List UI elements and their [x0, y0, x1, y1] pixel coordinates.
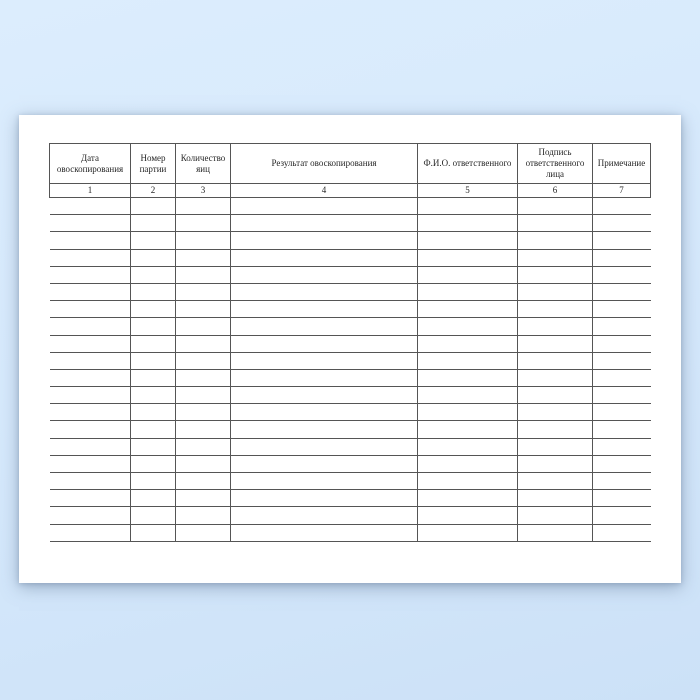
- empty-cell: [50, 266, 131, 283]
- column-number: 4: [231, 184, 418, 198]
- empty-cell: [131, 507, 176, 524]
- empty-cell: [418, 438, 518, 455]
- empty-cell: [593, 249, 651, 266]
- empty-cell: [518, 473, 593, 490]
- empty-cell: [131, 490, 176, 507]
- empty-cell: [50, 369, 131, 386]
- empty-cell: [176, 266, 231, 283]
- empty-cell: [593, 473, 651, 490]
- empty-cell: [231, 524, 418, 541]
- empty-cell: [418, 421, 518, 438]
- column-number: 7: [593, 184, 651, 198]
- column-number: 5: [418, 184, 518, 198]
- table-row: [50, 404, 651, 421]
- empty-cell: [418, 404, 518, 421]
- empty-cell: [50, 387, 131, 404]
- empty-cell: [518, 438, 593, 455]
- empty-cell: [593, 455, 651, 472]
- empty-cell: [50, 404, 131, 421]
- empty-cell: [518, 266, 593, 283]
- empty-cell: [418, 524, 518, 541]
- empty-cell: [231, 335, 418, 352]
- empty-cell: [418, 249, 518, 266]
- empty-cell: [231, 283, 418, 300]
- empty-cell: [131, 232, 176, 249]
- empty-cell: [231, 352, 418, 369]
- empty-cell: [593, 387, 651, 404]
- col-header-batch-number: Номер партии: [131, 144, 176, 184]
- empty-cell: [231, 507, 418, 524]
- empty-cell: [176, 438, 231, 455]
- empty-cell: [518, 455, 593, 472]
- col-header-egg-quantity: Количество яиц: [176, 144, 231, 184]
- table-row: [50, 283, 651, 300]
- empty-cell: [50, 335, 131, 352]
- empty-cell: [176, 421, 231, 438]
- table-row: [50, 198, 651, 215]
- empty-cell: [131, 318, 176, 335]
- empty-cell: [518, 421, 593, 438]
- empty-cell: [418, 335, 518, 352]
- empty-cell: [518, 249, 593, 266]
- empty-cell: [518, 318, 593, 335]
- empty-cell: [231, 266, 418, 283]
- empty-cell: [593, 524, 651, 541]
- col-header-responsible-name: Ф.И.О. ответственного: [418, 144, 518, 184]
- table-row: [50, 507, 651, 524]
- empty-cell: [50, 249, 131, 266]
- empty-cell: [50, 215, 131, 232]
- empty-cell: [418, 490, 518, 507]
- table-row: [50, 215, 651, 232]
- table-body: [50, 198, 651, 542]
- empty-cell: [176, 369, 231, 386]
- table-row: [50, 369, 651, 386]
- empty-cell: [131, 352, 176, 369]
- empty-cell: [131, 387, 176, 404]
- empty-cell: [518, 490, 593, 507]
- table-row: [50, 490, 651, 507]
- empty-cell: [50, 490, 131, 507]
- empty-cell: [176, 507, 231, 524]
- empty-cell: [593, 318, 651, 335]
- empty-cell: [176, 524, 231, 541]
- empty-cell: [176, 283, 231, 300]
- empty-cell: [131, 421, 176, 438]
- empty-cell: [518, 369, 593, 386]
- col-header-candling-date: Дата овоскопирования: [50, 144, 131, 184]
- empty-cell: [231, 455, 418, 472]
- table-header: [50, 144, 651, 198]
- empty-cell: [518, 352, 593, 369]
- table-row: [50, 524, 651, 541]
- empty-cell: [50, 318, 131, 335]
- table-row: [50, 266, 651, 283]
- empty-cell: [593, 215, 651, 232]
- empty-cell: [593, 301, 651, 318]
- column-number: 2: [131, 184, 176, 198]
- empty-cell: [176, 301, 231, 318]
- empty-cell: [131, 455, 176, 472]
- empty-cell: [593, 266, 651, 283]
- column-number: 3: [176, 184, 231, 198]
- empty-cell: [418, 198, 518, 215]
- col-header-note: Примечание: [593, 144, 651, 184]
- empty-cell: [518, 215, 593, 232]
- empty-cell: [176, 387, 231, 404]
- empty-cell: [518, 507, 593, 524]
- empty-cell: [231, 301, 418, 318]
- empty-cell: [231, 438, 418, 455]
- column-number: 1: [50, 184, 131, 198]
- empty-cell: [518, 387, 593, 404]
- empty-cell: [50, 283, 131, 300]
- table-row: [50, 421, 651, 438]
- empty-cell: [131, 335, 176, 352]
- empty-cell: [418, 507, 518, 524]
- empty-cell: [593, 198, 651, 215]
- empty-cell: [131, 524, 176, 541]
- empty-cell: [518, 404, 593, 421]
- empty-cell: [50, 301, 131, 318]
- empty-cell: [518, 524, 593, 541]
- empty-cell: [231, 215, 418, 232]
- col-header-responsible-signature: Подпись ответственного лица: [518, 144, 593, 184]
- empty-cell: [50, 232, 131, 249]
- table-row: [50, 318, 651, 335]
- empty-cell: [231, 198, 418, 215]
- empty-cell: [418, 215, 518, 232]
- table-row: [50, 232, 651, 249]
- column-number: 6: [518, 184, 593, 198]
- table-row: [50, 455, 651, 472]
- empty-cell: [418, 387, 518, 404]
- table-row: [50, 335, 651, 352]
- empty-cell: [131, 404, 176, 421]
- empty-cell: [176, 490, 231, 507]
- empty-cell: [518, 283, 593, 300]
- empty-cell: [176, 198, 231, 215]
- empty-cell: [231, 369, 418, 386]
- empty-cell: [231, 490, 418, 507]
- empty-cell: [50, 198, 131, 215]
- empty-cell: [593, 421, 651, 438]
- empty-cell: [593, 232, 651, 249]
- empty-cell: [176, 335, 231, 352]
- empty-cell: [231, 249, 418, 266]
- empty-cell: [231, 318, 418, 335]
- empty-cell: [518, 335, 593, 352]
- table-row: [50, 249, 651, 266]
- empty-cell: [176, 318, 231, 335]
- table-row: [50, 301, 651, 318]
- empty-cell: [418, 283, 518, 300]
- empty-cell: [50, 507, 131, 524]
- empty-cell: [131, 266, 176, 283]
- empty-cell: [418, 266, 518, 283]
- table-row: [50, 438, 651, 455]
- empty-cell: [176, 352, 231, 369]
- table-row: [50, 473, 651, 490]
- empty-cell: [593, 335, 651, 352]
- empty-cell: [131, 215, 176, 232]
- empty-cell: [593, 404, 651, 421]
- empty-cell: [418, 369, 518, 386]
- empty-cell: [176, 215, 231, 232]
- empty-cell: [50, 352, 131, 369]
- empty-cell: [231, 404, 418, 421]
- empty-cell: [418, 352, 518, 369]
- table-row: [50, 352, 651, 369]
- empty-cell: [131, 283, 176, 300]
- document-page: [19, 115, 681, 583]
- col-header-candling-result: Результат овоскопирования: [231, 144, 418, 184]
- empty-cell: [231, 421, 418, 438]
- empty-cell: [593, 352, 651, 369]
- table-row: [50, 387, 651, 404]
- empty-cell: [176, 455, 231, 472]
- empty-cell: [518, 232, 593, 249]
- empty-cell: [131, 198, 176, 215]
- empty-cell: [176, 473, 231, 490]
- empty-cell: [131, 473, 176, 490]
- empty-cell: [418, 318, 518, 335]
- empty-cell: [50, 421, 131, 438]
- empty-cell: [231, 387, 418, 404]
- empty-cell: [418, 232, 518, 249]
- empty-cell: [593, 283, 651, 300]
- empty-cell: [231, 232, 418, 249]
- empty-cell: [418, 473, 518, 490]
- empty-cell: [50, 473, 131, 490]
- empty-cell: [518, 198, 593, 215]
- empty-cell: [131, 301, 176, 318]
- empty-cell: [50, 524, 131, 541]
- empty-cell: [131, 369, 176, 386]
- empty-cell: [418, 455, 518, 472]
- empty-cell: [518, 301, 593, 318]
- empty-cell: [176, 404, 231, 421]
- empty-cell: [593, 507, 651, 524]
- egg-candling-log-table: [49, 143, 651, 542]
- empty-cell: [593, 369, 651, 386]
- empty-cell: [593, 490, 651, 507]
- empty-cell: [131, 438, 176, 455]
- table-header-row: [50, 144, 651, 184]
- empty-cell: [176, 249, 231, 266]
- empty-cell: [50, 455, 131, 472]
- column-number-row: [50, 184, 651, 198]
- empty-cell: [593, 438, 651, 455]
- empty-cell: [50, 438, 131, 455]
- empty-cell: [131, 249, 176, 266]
- empty-cell: [418, 301, 518, 318]
- empty-cell: [176, 232, 231, 249]
- empty-cell: [231, 473, 418, 490]
